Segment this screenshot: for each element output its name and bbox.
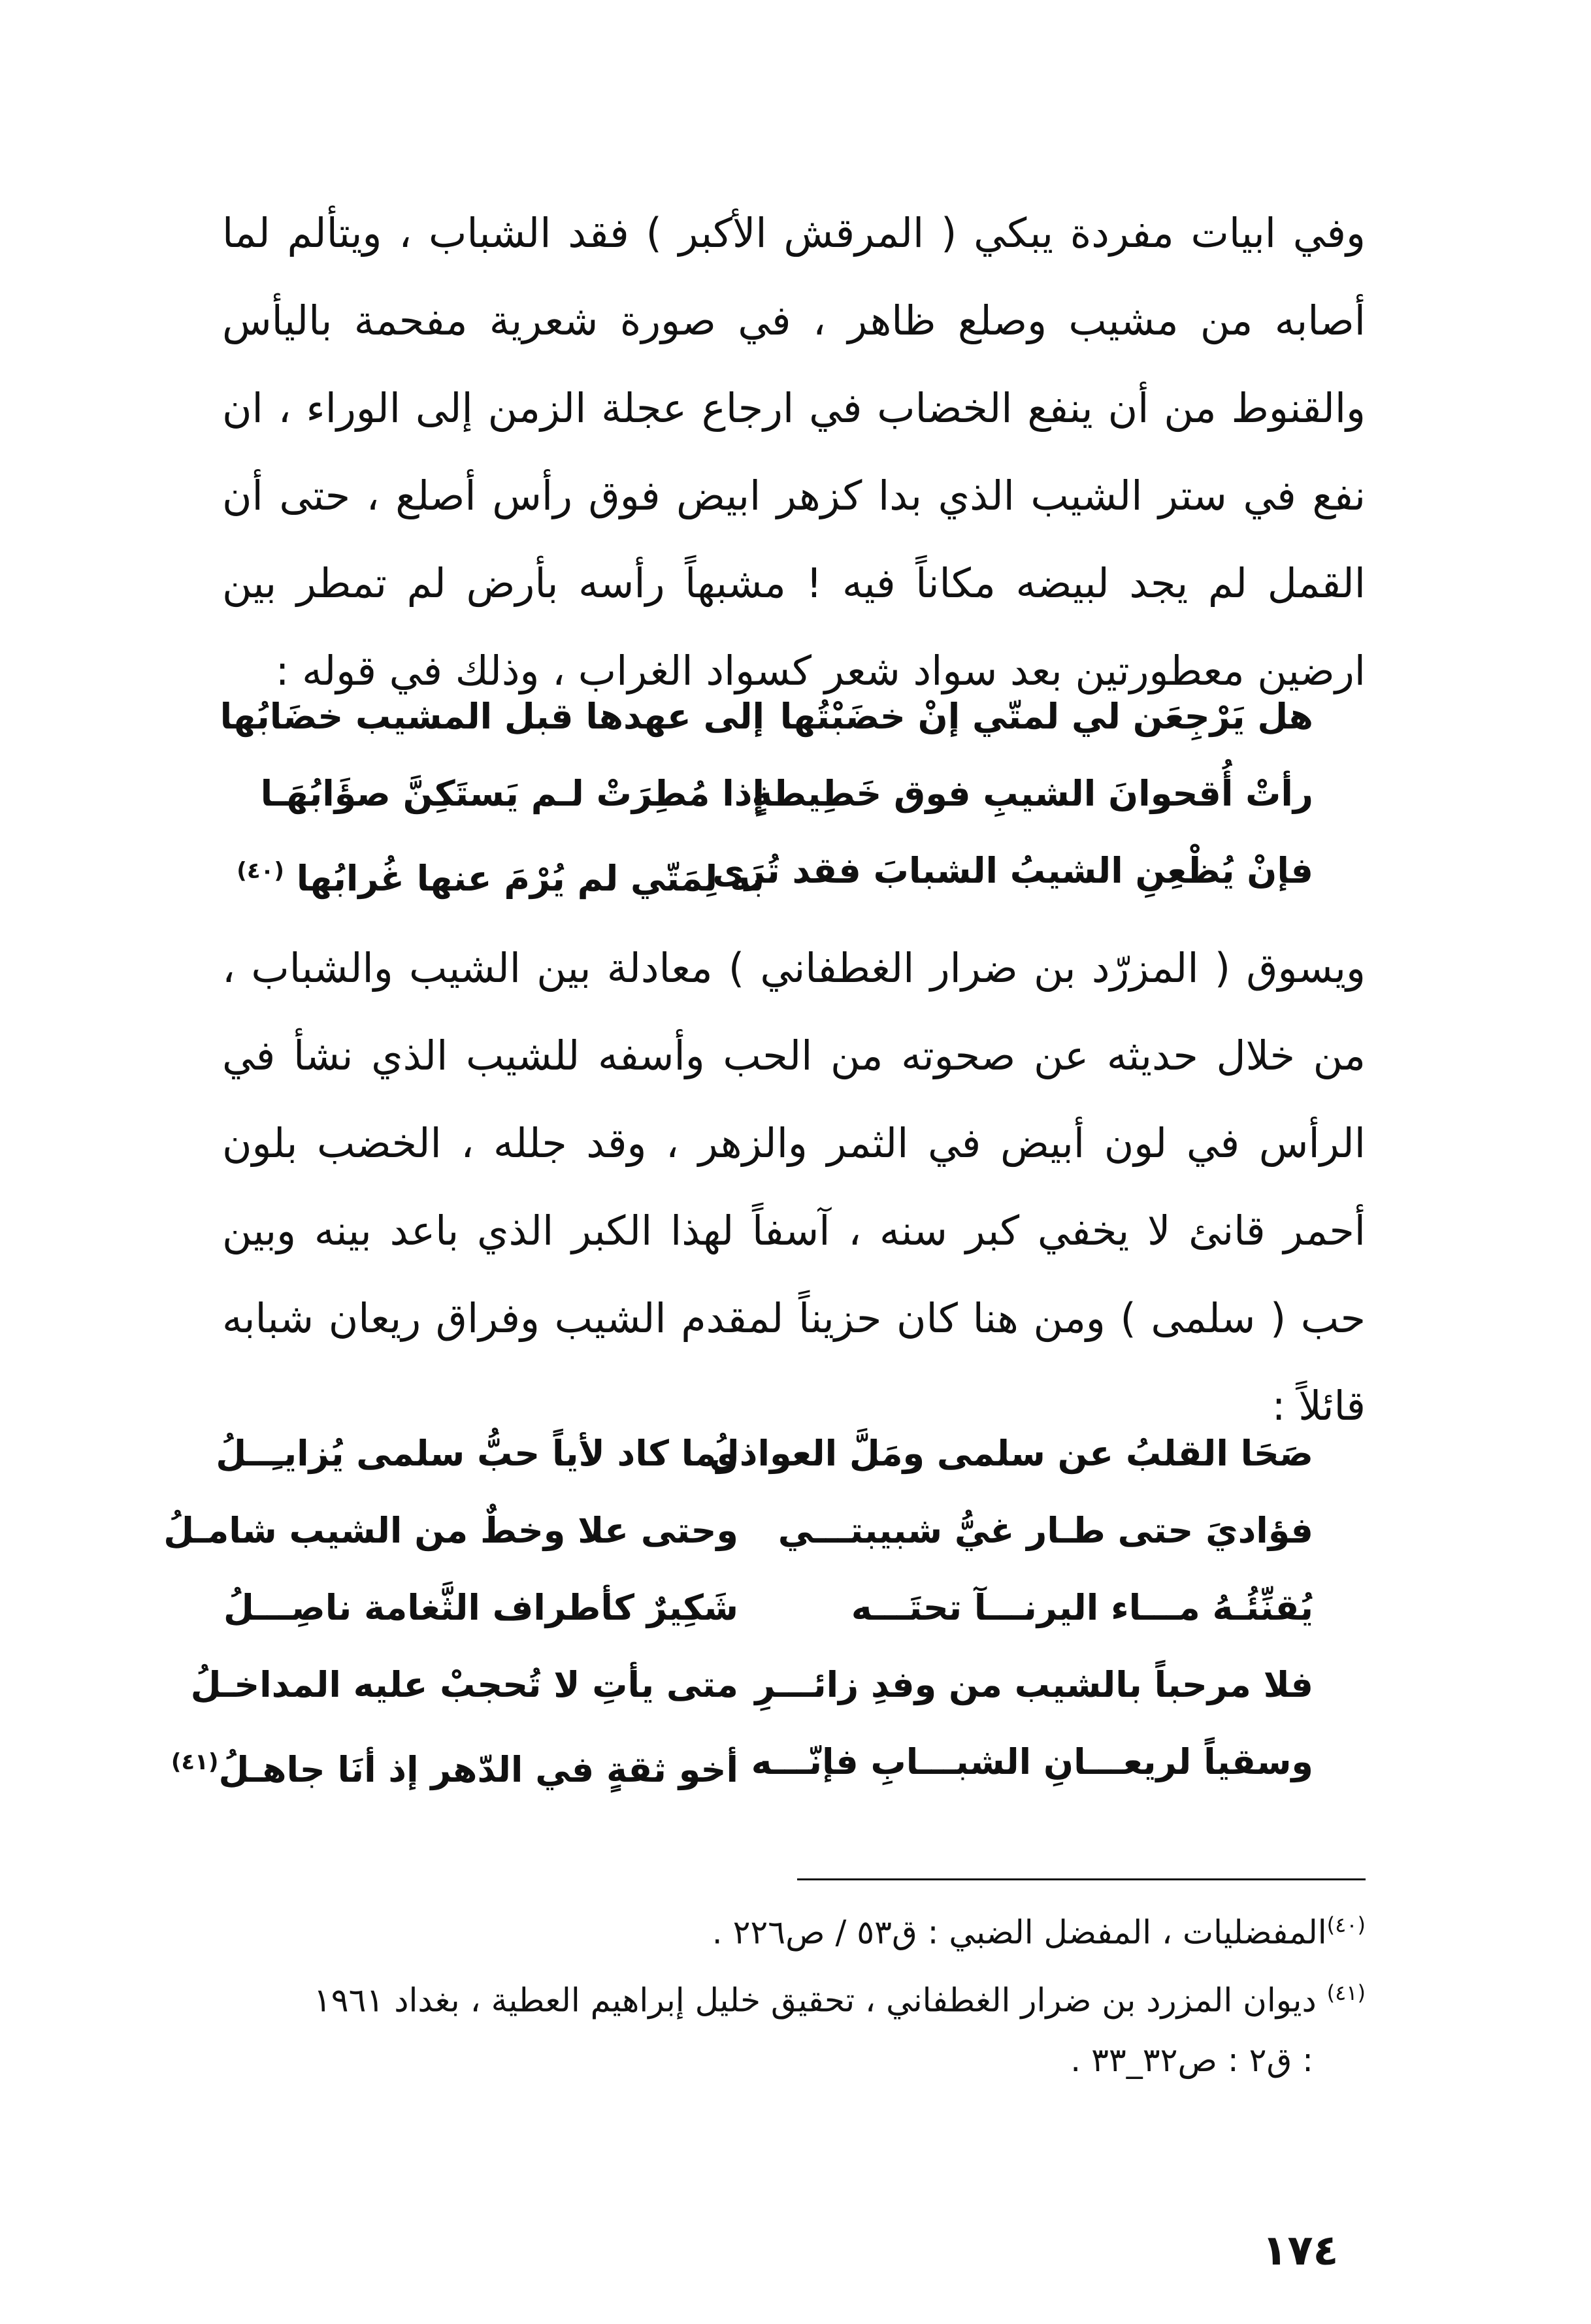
verse-text: أخو ثقةٍ في الدّهر إذ أنَا جاهـلُ [218,1749,738,1790]
footnote-text: ديوان المزرد بن ضرار الغطفاني ، تحقيق خليل إبراهيم العطية ، بغداد ١٩٦١ [313,1981,1317,2020]
footnote-number: (٤٠) [1326,1912,1366,1937]
poem-2-verse-1 [216,1424,1366,1501]
verse-second-hemistich [237,842,764,908]
poem-1-verse-2 [222,764,1366,842]
paragraph-1-text: وفي ابيات مفردة يبكي ( المرقش الأكبر ) فقد الشباب ، ويتألم لما أصابه من مشيب وصلع ظاهر ، في صورة شعرية مفحمة باليأس والقنوط من أن ينفع الخضاب في ارجاع عجلة الزمن إلى الوراء ، ان نفع في ستر الشيب الذي بدا كزهر ابيض فوق رأس أصلع ، حتى أن القمل لم يجد لبيضه مكاناً فيه ! مشبهاً رأسه بأرض لم تمطر بين ارضين معطورتين بعد سواد شعر كسواد الغراب ، وذلك في قوله : [222,209,1366,695]
footnote-41 [222,1963,1366,2031]
verse-second-hemistich: وحتى علا وخطٌ من الشيب شامـلُ [163,1510,738,1551]
footnote-41-continuation: : ق٢ : ص٣٢_٣٣ . [1070,2041,1313,2080]
poem-2-verse-4 [190,1656,1366,1733]
verse-second-hemistich: إذا مُطِرَتْ لـم يَستَكِنَّ صؤَابُهَـا [260,773,764,814]
verse-first-hemistich: يُقنِّئُـهُ مـــاء اليرنـــآ تحتَـــه [851,1587,1313,1628]
verse-first-hemistich: هل يَرْجِعَن لي لمتّي إنْ خضَبْتُها [779,696,1313,737]
verse-first-hemistich: فإنْ يُظْعِنِ الشيبُ الشبابَ فقد تُرَى [712,850,1313,891]
paragraph-1 [222,189,1366,715]
page-number: ١٧٤ [1262,2227,1339,2275]
footnote-ref-41: (٤١) [171,1749,219,1775]
poem-1-verse-1 [222,687,1366,764]
verse-text: به لِمَتّي لم يُرْمَ عنها غُرابُها [296,858,764,899]
poem-1-verse-3 [222,842,1366,919]
footnote-number: (٤١) [1326,1980,1366,2005]
paragraph-2 [222,925,1366,1450]
verse-first-hemistich: رأتْ أُقحوانَ الشيبِ فوق خَطِيطةٍ [751,773,1313,814]
verse-first-hemistich: صَحَا القلبُ عن سلمى ومَلَّ العواذلُ [708,1433,1313,1474]
poem-2 [163,1424,1366,1810]
verse-first-hemistich: فلا مرحباً بالشيب من وفدِ زائـــرِ [755,1664,1313,1705]
verse-second-hemistich: إلى عهدها قبل المشيب خضَابُها [220,696,764,737]
verse-second-hemistich: شَكِيرٌ كأطراف الثَّغامة ناصِـــلُ [223,1587,738,1628]
verse-second-hemistich: متى يأتِ لا تُحجبْ عليه المداخـلُ [190,1664,738,1705]
poem-1 [222,687,1366,919]
verse-second-hemistich: وما كاد لأياً حبُّ سلمى يُزايـِــلُ [216,1433,738,1474]
verse-first-hemistich: وسقياً لريعـــانِ الشبـــابِ فإنّـــه [751,1741,1313,1782]
poem-2-verse-5 [171,1733,1366,1810]
poem-2-verse-2 [163,1501,1366,1579]
footnote-40 [222,1895,1366,1963]
poem-2-verse-3 [222,1579,1366,1656]
verse-first-hemistich: فؤاديَ حتى طـار غيُّ شبيبتـــي [778,1510,1313,1551]
verse-second-hemistich [171,1733,738,1799]
footnote-ref-40: (٤٠) [237,858,284,884]
footnote-separator [797,1878,1366,1880]
footnotes [222,1895,1366,2090]
paragraph-2-text: ويسوق ( المزرّد بن ضرار الغطفاني ) معادلة بين الشيب والشباب ، من خلال حديثه عن صحوته من الحب وأسفه للشيب الذي نشأ في الرأس في لون أبيض في الثمر والزهر ، وقد جلله ، الخضب بلون أحمر قانئ لا يخفي كبر سنه ، آسفاً لهذا الكبر الذي باعد بينه وبين حب ( سلمى ) ومن هنا كان حزيناً لمقدم الشيب وفراق ريعان شبابه قائلاً : [222,944,1366,1430]
footnote-text: المفضليات ، المفضل الضبي : ق٥٣ / ص٢٢٦ . [712,1913,1327,1952]
